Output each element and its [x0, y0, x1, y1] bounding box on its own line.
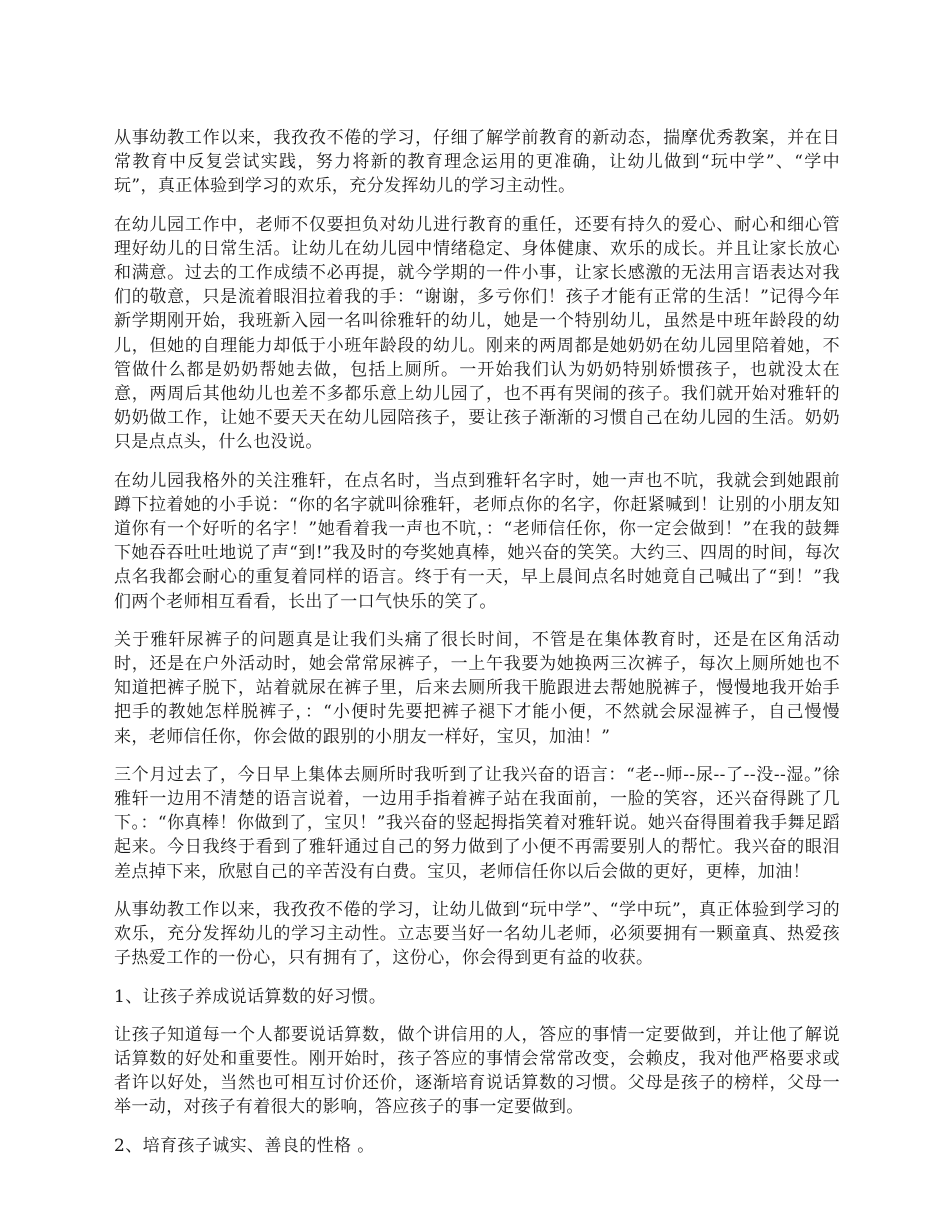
paragraph-2: 在幼儿园工作中，老师不仅要担负对幼儿进行教育的重任，还要有持久的爱心、耐心和细心管理好幼儿的日常生活。让幼儿在幼儿园中情绪稳定、身体健康、欢乐的成长。并且让家长放心和满意。过去的工作成绩不必再提，就今学期的一件小事，让家长感激的无法用言语表达对我们的敬意，只是流着眼泪拉着我的手：“谢谢，多亏你们！孩子才能有正常的生活！”记得今年新学期刚开始，我班新入园一名叫徐雅轩的幼儿，她是一个特别幼儿，虽然是中班年龄段的幼儿，但她的自理能力却低于小班年龄段的幼儿。刚来的两周都是她奶奶在幼儿园里陪着她，不管做什么都是奶奶帮她去做，包括上厕所。一开始我们认为奶奶特别娇惯孩子，也就没太在意，两周后其他幼儿也差不多都乐意上幼儿园了，也不再有哭闹的孩子。我们就开始对雅轩的奶奶做工作，让她不要天天在幼儿园陪孩子，要让孩子渐渐的习惯自己在幼儿园的生活。奶奶只是点点头，什么也没说。: [114, 214, 840, 453]
document-body: [114, 126, 840, 1172]
paragraph-3: 在幼儿园我格外的关注雅轩，在点名时，当点到雅轩名字时，她一声也不吭，我就会到她跟前蹲下拉着她的小手说：“你的名字就叫徐雅轩，老师点你的名字，你赶紧喊到！让别的小朋友知道你有一个好听的名字！”她看着我一声也不吭，：“老师信任你，你一定会做到！”在我的鼓舞下她吞吞吐吐地说了声“到!”我及时的夸奖她真棒，她兴奋的笑笑。大约三、四周的时间，每次点名我都会耐心的重复着同样的语言。终于有一天，早上晨间点名时她竟自己喊出了“到！”我们两个老师相互看看，长出了一口气快乐的笑了。: [114, 470, 840, 612]
paragraph-4: 关于雅轩尿裤子的问题真是让我们头痛了很长时间，不管是在集体教育时，还是在区角活动时，还是在户外活动时，她会常常尿裤子，一上午我要为她换两三次裤子，每次上厕所她也不知道把裤子脱下，站着就尿在裤子里，后来去厕所我干脆跟进去帮她脱裤子，慢慢地我开始手把手的教她怎样脱裤子，：“小便时先要把裤子褪下才能小便，不然就会尿湿裤子，自己慢慢来，老师信任你，你会做的跟别的小朋友一样好，宝贝，加油！”: [114, 629, 840, 747]
section-heading-1: 1、让孩子养成说话算数的好习惯。: [114, 986, 387, 1007]
section-heading-2: 2、培育孩子诚实、善良的性格 。: [114, 1135, 375, 1156]
paragraph-7: 让孩子知道每一个人都要说话算数，做个讲信用的人，答应的事情一定要做到，并让他了解说话算数的好处和重要性。刚开始时，孩子答应的事情会常常改变，会赖皮，我对他严格要求或者许以好处，当然也可相互讨价还价，逐渐培育说话算数的习惯。父母是孩子的榜样，父母一举一动，对孩子有着很大的影响，答应孩子的事一定要做到。: [114, 1024, 840, 1118]
paragraph-5: 三个月过去了，今日早上集体去厕所时我听到了让我兴奋的语言：“老--师--尿--了--没--湿。”徐雅轩一边用不清楚的语言说着，一边用手指着裤子站在我面前，一脸的笑容，还兴奋得跳了几下。：“你真棒！你做到了，宝贝！”我兴奋的竖起拇指笑着对雅轩说。她兴奋得围着我手舞足蹈起来。今日我终于看到了雅轩通过自己的努力做到了小便不再需要别人的帮忙。我兴奋的眼泪差点掉下来，欣慰自己的辛苦没有白费。宝贝，老师信任你以后会做的更好，更棒，加油！: [114, 764, 840, 882]
paragraph-1: 从事幼教工作以来，我孜孜不倦的学习，仔细了解学前教育的新动态，揣摩优秀教案，并在日常教育中反复尝试实践，努力将新的教育理念运用的更准确，让幼儿做到“玩中学”、“学中玩”，真正体验到学习的欢乐，充分发挥幼儿的学习主动性。: [114, 128, 840, 197]
paragraph-6: 从事幼教工作以来，我孜孜不倦的学习，让幼儿做到“玩中学”、“学中玩”，真正体验到学习的欢乐，充分发挥幼儿的学习主动性。立志要当好一名幼儿老师，必须要拥有一颗童真、热爱孩子热爱工作的一份心，只有拥有了，这份心，你会得到更有益的收获。: [114, 899, 840, 969]
